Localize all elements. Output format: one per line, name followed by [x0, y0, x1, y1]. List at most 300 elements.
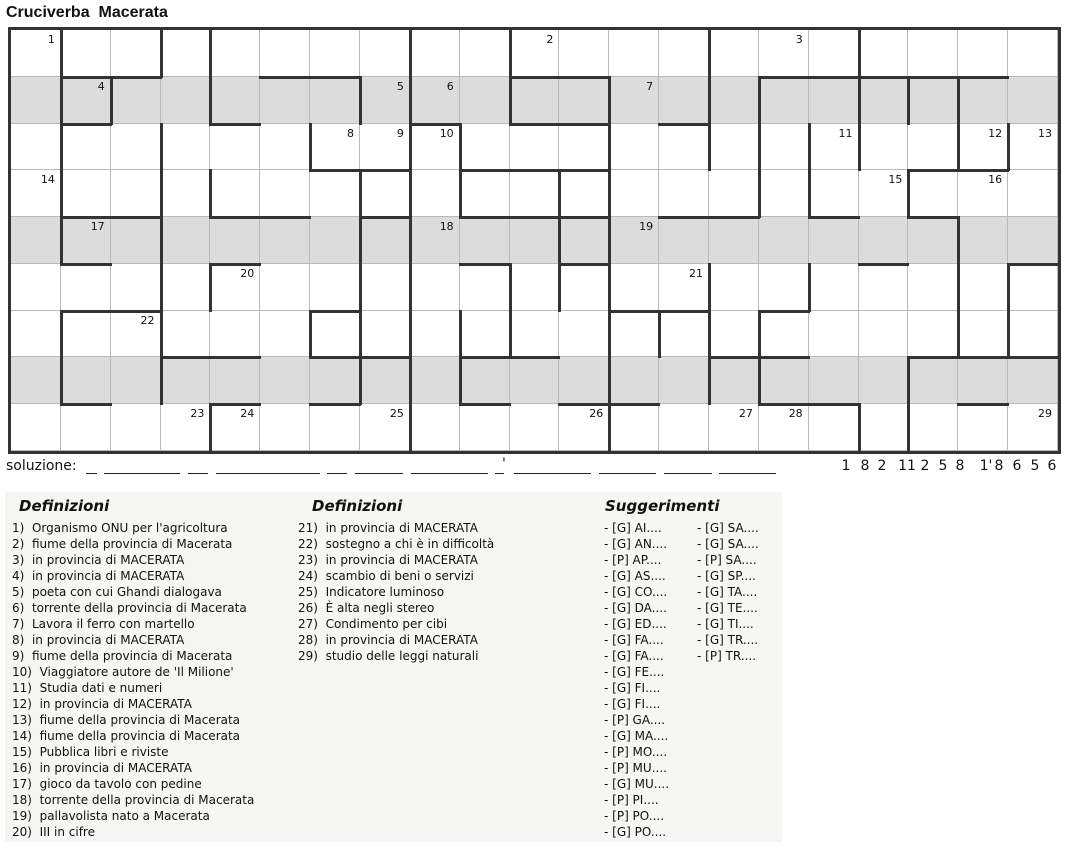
definitions-header-2: Definizioni: [312, 497, 403, 515]
grid-cell[interactable]: [410, 170, 460, 217]
grid-cell[interactable]: [111, 30, 161, 77]
word-divider: [658, 123, 710, 126]
grid-cell[interactable]: [958, 404, 1008, 451]
grid-cell[interactable]: [609, 124, 659, 171]
clue-number: 21: [688, 266, 703, 280]
grid-cell[interactable]: [460, 264, 510, 311]
word-divider: [459, 403, 511, 406]
grid-cell[interactable]: [11, 217, 61, 264]
grid-cell[interactable]: [709, 264, 759, 311]
grid-cell[interactable]: [958, 170, 1008, 217]
solution-blank[interactable]: [104, 473, 180, 474]
crossword-grid[interactable]: [8, 27, 1061, 454]
word-divider: [758, 403, 860, 406]
grid-cell[interactable]: [559, 217, 609, 264]
grid-cell[interactable]: [360, 264, 410, 311]
grid-cell[interactable]: [859, 124, 909, 171]
hint-item: - [G] CO....: [604, 585, 668, 599]
solution-blank[interactable]: [599, 473, 656, 474]
grid-cell[interactable]: [210, 217, 260, 264]
definition-item: 9) fiume della provincia di Macerata: [12, 649, 233, 663]
grid-cell[interactable]: [908, 311, 958, 358]
grid-cell[interactable]: [111, 77, 161, 124]
grid-cell[interactable]: [310, 357, 360, 404]
grid-cell[interactable]: [908, 170, 958, 217]
grid-cell[interactable]: [360, 170, 410, 217]
hints-header: Suggerimenti: [605, 497, 720, 515]
clue-number: 22: [140, 313, 155, 327]
definition-item: 15) Pubblica libri e riviste: [12, 745, 169, 759]
grid-cell[interactable]: [11, 404, 61, 451]
grid-cell[interactable]: [260, 124, 310, 171]
grid-cell[interactable]: [460, 217, 510, 264]
grid-cell[interactable]: [210, 357, 260, 404]
grid-cell[interactable]: [1008, 124, 1058, 171]
grid-cell[interactable]: [609, 264, 659, 311]
clue-number: 11: [838, 126, 853, 140]
grid-cell[interactable]: [908, 30, 958, 77]
grid-cell[interactable]: [809, 264, 859, 311]
solution-blank[interactable]: [411, 473, 488, 474]
grid-cell[interactable]: [460, 170, 510, 217]
grid-cell[interactable]: [111, 264, 161, 311]
grid-cell[interactable]: [709, 217, 759, 264]
clue-number: 4: [97, 79, 105, 93]
solution-blank[interactable]: [719, 473, 776, 474]
word-divider: [907, 356, 910, 452]
grid-cell[interactable]: [859, 357, 909, 404]
grid-cell[interactable]: [908, 77, 958, 124]
hint-item: - [P] PI....: [604, 793, 659, 807]
grid-cell[interactable]: [859, 264, 909, 311]
grid-cell[interactable]: [360, 77, 410, 124]
grid-cell[interactable]: [759, 77, 809, 124]
grid-cell[interactable]: [161, 311, 211, 358]
grid-cell[interactable]: [360, 357, 410, 404]
grid-cell[interactable]: [559, 404, 609, 451]
grid-cell[interactable]: [260, 357, 310, 404]
grid-cell[interactable]: [210, 404, 260, 451]
grid-cell[interactable]: [908, 124, 958, 171]
grid-cell[interactable]: [559, 357, 609, 404]
grid-cell[interactable]: [709, 357, 759, 404]
grid-cell[interactable]: [659, 264, 709, 311]
grid-cell[interactable]: [809, 311, 859, 358]
grid-cell[interactable]: [61, 30, 111, 77]
grid-cell[interactable]: [510, 217, 560, 264]
definition-item: 4) in provincia di MACERATA: [12, 569, 185, 583]
grid-cell[interactable]: [260, 311, 310, 358]
grid-cell[interactable]: [709, 311, 759, 358]
clue-number: 20: [240, 266, 255, 280]
solution-blank[interactable]: [86, 473, 97, 474]
grid-cell[interactable]: [11, 170, 61, 217]
grid-cell[interactable]: [111, 404, 161, 451]
definition-item: 10) Viaggiatore autore de 'Il Milione': [12, 665, 234, 679]
grid-cell[interactable]: [260, 170, 310, 217]
solution-key-digit: 8: [955, 458, 965, 474]
grid-cell[interactable]: [260, 217, 310, 264]
grid-cell[interactable]: [659, 311, 709, 358]
grid-cell[interactable]: [210, 311, 260, 358]
grid-cell[interactable]: [859, 404, 909, 451]
grid-cell[interactable]: [111, 217, 161, 264]
grid-cell[interactable]: [759, 124, 809, 171]
grid-cell[interactable]: [809, 77, 859, 124]
grid-cell[interactable]: [709, 30, 759, 77]
grid-cell[interactable]: [609, 170, 659, 217]
word-divider: [957, 403, 1009, 406]
grid-cell[interactable]: [709, 404, 759, 451]
hint-item: - [P] SA....: [697, 553, 757, 567]
clue-number: 2: [546, 33, 554, 46]
grid-cell[interactable]: [111, 311, 161, 358]
grid-cell[interactable]: [559, 30, 609, 77]
grid-cell[interactable]: [161, 170, 211, 217]
grid-cell[interactable]: [908, 404, 958, 451]
solution-key-digit: 5: [938, 458, 948, 474]
grid-cell[interactable]: [908, 217, 958, 264]
grid-cell[interactable]: [360, 217, 410, 264]
clue-number: 24: [240, 407, 255, 421]
definition-item: 13) fiume della provincia di Macerata: [12, 713, 241, 727]
word-divider: [509, 76, 611, 79]
word-divider: [359, 216, 411, 219]
grid-cell[interactable]: [161, 404, 211, 451]
grid-cell[interactable]: [111, 124, 161, 171]
grid-cell[interactable]: [410, 311, 460, 358]
hint-item: - [P] MU....: [604, 761, 667, 775]
word-divider: [60, 403, 112, 406]
word-divider: [758, 76, 1009, 79]
grid-cell[interactable]: [111, 357, 161, 404]
word-divider: [110, 76, 113, 125]
word-divider: [509, 263, 512, 359]
clue-number: 15: [888, 173, 903, 187]
grid-cell[interactable]: [759, 217, 809, 264]
definition-item: 8) in provincia di MACERATA: [12, 633, 185, 647]
grid-cell[interactable]: [61, 264, 111, 311]
grid-cell[interactable]: [659, 77, 709, 124]
grid-cell[interactable]: [709, 170, 759, 217]
solution-blank[interactable]: [495, 473, 504, 474]
grid-cell[interactable]: [310, 404, 360, 451]
grid-cell[interactable]: [1008, 30, 1058, 77]
grid-cell[interactable]: [859, 30, 909, 77]
word-divider: [1007, 123, 1010, 172]
word-divider: [309, 310, 361, 313]
grid-cell[interactable]: [61, 170, 111, 217]
grid-cell[interactable]: [161, 77, 211, 124]
grid-cell[interactable]: [759, 264, 809, 311]
word-divider: [459, 123, 462, 219]
grid-cell[interactable]: [510, 404, 560, 451]
grid-cell[interactable]: [460, 311, 510, 358]
definition-item: 14) fiume della provincia di Macerata: [12, 729, 241, 743]
grid-cell[interactable]: [161, 30, 211, 77]
grid-cell[interactable]: [809, 170, 859, 217]
grid-cell[interactable]: [161, 357, 211, 404]
clue-number: 3: [795, 33, 803, 46]
clue-number: 17: [90, 220, 105, 234]
hint-item: - [P] TR....: [697, 649, 757, 663]
grid-cell[interactable]: [410, 77, 460, 124]
grid-cell[interactable]: [310, 311, 360, 358]
grid-cell[interactable]: [11, 357, 61, 404]
grid-cell[interactable]: [908, 357, 958, 404]
grid-cell[interactable]: [460, 404, 510, 451]
grid-cell[interactable]: [460, 77, 510, 124]
word-divider: [209, 263, 212, 312]
hint-item: - [G] SP....: [697, 569, 756, 583]
grid-cell[interactable]: [559, 264, 609, 311]
grid-cell[interactable]: [659, 30, 709, 77]
word-divider: [209, 169, 212, 218]
grid-cell[interactable]: [11, 77, 61, 124]
grid-cell[interactable]: [759, 311, 809, 358]
hint-item: - [G] PO....: [604, 825, 667, 839]
definition-item: 21) in provincia di MACERATA: [298, 521, 478, 535]
word-divider: [858, 403, 861, 452]
definition-item: 12) in provincia di MACERATA: [12, 697, 192, 711]
grid-cell[interactable]: [1008, 264, 1058, 311]
clue-number: 28: [788, 407, 803, 421]
grid-cell[interactable]: [958, 124, 1008, 171]
grid-cell[interactable]: [958, 30, 1008, 77]
clue-number: 25: [389, 407, 404, 421]
grid-cell[interactable]: [260, 30, 310, 77]
grid-cell[interactable]: [709, 124, 759, 171]
word-divider: [708, 29, 711, 171]
grid-cell[interactable]: [260, 264, 310, 311]
word-divider: [209, 123, 261, 126]
grid-cell[interactable]: [310, 77, 360, 124]
grid-cell[interactable]: [210, 77, 260, 124]
word-divider: [858, 263, 910, 266]
grid-cell[interactable]: [859, 77, 909, 124]
grid-cell[interactable]: [11, 30, 61, 77]
definition-item: 28) in provincia di MACERATA: [298, 633, 478, 647]
grid-cell[interactable]: [609, 217, 659, 264]
grid-cell[interactable]: [958, 264, 1008, 311]
grid-cell[interactable]: [310, 217, 360, 264]
grid-cell[interactable]: [11, 311, 61, 358]
grid-cell[interactable]: [659, 217, 709, 264]
solution-blank[interactable]: [188, 473, 208, 474]
grid-cell[interactable]: [460, 124, 510, 171]
grid-cell[interactable]: [410, 217, 460, 264]
grid-cell[interactable]: [709, 77, 759, 124]
word-divider: [907, 216, 959, 219]
grid-cell[interactable]: [559, 77, 609, 124]
grid-cell[interactable]: [510, 124, 560, 171]
grid-cell[interactable]: [609, 404, 659, 451]
word-divider: [60, 123, 112, 126]
grid-cell[interactable]: [161, 124, 211, 171]
solution-blank[interactable]: [355, 473, 403, 474]
grid-cell[interactable]: [659, 124, 709, 171]
grid-cell[interactable]: [559, 311, 609, 358]
grid-cell[interactable]: [1008, 77, 1058, 124]
grid-cell[interactable]: [859, 311, 909, 358]
grid-cell[interactable]: [111, 170, 161, 217]
clue-number: 6: [446, 79, 454, 93]
word-divider: [808, 216, 860, 219]
grid-cell[interactable]: [809, 124, 859, 171]
grid-cell[interactable]: [61, 77, 111, 124]
grid-cell[interactable]: [360, 404, 410, 451]
solution-key-digit: 1: [841, 458, 851, 474]
definition-item: 7) Lavora il ferro con martello: [12, 617, 195, 631]
grid-cell[interactable]: [310, 124, 360, 171]
grid-cell[interactable]: [809, 404, 859, 451]
word-divider: [60, 310, 162, 313]
clue-number: 9: [396, 126, 404, 140]
word-divider: [858, 29, 861, 171]
word-divider: [758, 310, 761, 406]
grid-cell[interactable]: [510, 170, 560, 217]
word-divider: [509, 29, 512, 125]
grid-cell[interactable]: [510, 30, 560, 77]
grid-cell[interactable]: [61, 357, 111, 404]
grid-cell[interactable]: [609, 357, 659, 404]
grid-cell[interactable]: [559, 124, 609, 171]
hint-item: - [G] FI....: [604, 681, 661, 695]
grid-cell[interactable]: [1008, 311, 1058, 358]
grid-cell[interactable]: [759, 30, 809, 77]
grid-cell[interactable]: [310, 170, 360, 217]
grid-cell[interactable]: [161, 264, 211, 311]
solution-key-digit: 6: [1012, 458, 1022, 474]
puzzle-title: Cruciverba Macerata: [6, 4, 168, 21]
grid-cell[interactable]: [360, 30, 410, 77]
grid-cell[interactable]: [360, 311, 410, 358]
grid-cell[interactable]: [609, 30, 659, 77]
word-divider: [558, 263, 610, 266]
grid-cell[interactable]: [1008, 170, 1058, 217]
definition-item: 23) in provincia di MACERATA: [298, 553, 478, 567]
solution-blank[interactable]: [664, 473, 712, 474]
word-divider: [1007, 263, 1010, 359]
grid-cell[interactable]: [908, 264, 958, 311]
grid-cell[interactable]: [1008, 357, 1058, 404]
solution-blank[interactable]: [514, 473, 591, 474]
grid-cell[interactable]: [659, 170, 709, 217]
grid-cell[interactable]: [958, 217, 1008, 264]
grid-cell[interactable]: [460, 30, 510, 77]
grid-cell[interactable]: [859, 170, 909, 217]
clue-number: 27: [738, 407, 753, 421]
hint-item: - [G] AI....: [604, 521, 662, 535]
grid-cell[interactable]: [609, 311, 659, 358]
hint-item: - [G] TE....: [697, 601, 758, 615]
grid-cell[interactable]: [410, 357, 460, 404]
grid-cell[interactable]: [210, 30, 260, 77]
grid-cell[interactable]: [260, 77, 310, 124]
grid-cell[interactable]: [510, 77, 560, 124]
grid-cell[interactable]: [759, 404, 809, 451]
definition-item: 27) Condimento per cibi: [298, 617, 448, 631]
grid-cell[interactable]: [360, 124, 410, 171]
grid-cell[interactable]: [659, 404, 709, 451]
hint-item: - [G] AS....: [604, 569, 666, 583]
word-divider: [160, 123, 163, 406]
grid-cell[interactable]: [61, 124, 111, 171]
grid-cell[interactable]: [510, 311, 560, 358]
grid-cell[interactable]: [310, 264, 360, 311]
grid-cell[interactable]: [61, 404, 111, 451]
grid-cell[interactable]: [559, 170, 609, 217]
grid-cell[interactable]: [1008, 217, 1058, 264]
grid-cell[interactable]: [958, 357, 1008, 404]
grid-cell[interactable]: [759, 357, 809, 404]
grid-cell[interactable]: [11, 124, 61, 171]
grid-cell[interactable]: [859, 217, 909, 264]
grid-cell[interactable]: [809, 357, 859, 404]
word-divider: [558, 169, 561, 311]
solution-key-digit: 2: [877, 458, 887, 474]
clue-number: 18: [439, 220, 454, 234]
grid-cell[interactable]: [61, 311, 111, 358]
grid-cell[interactable]: [510, 264, 560, 311]
grid-cell[interactable]: [510, 357, 560, 404]
grid-cell[interactable]: [958, 311, 1008, 358]
grid-cell[interactable]: [210, 264, 260, 311]
solution-key-digit: 1': [979, 458, 993, 474]
grid-cell[interactable]: [460, 357, 510, 404]
grid-cell[interactable]: [958, 77, 1008, 124]
solution-blank[interactable]: [216, 473, 320, 474]
grid-cell[interactable]: [161, 217, 211, 264]
grid-cell[interactable]: [410, 264, 460, 311]
grid-cell[interactable]: [809, 30, 859, 77]
clue-number: 5: [396, 79, 404, 93]
grid-cell[interactable]: [210, 170, 260, 217]
grid-cell[interactable]: [1008, 404, 1058, 451]
word-divider: [509, 123, 611, 126]
solution-key-digit: 5: [1030, 458, 1040, 474]
word-divider: [60, 310, 63, 406]
grid-cell[interactable]: [61, 217, 111, 264]
definition-item: 18) torrente della provincia di Macerata: [12, 793, 255, 807]
definition-item: 5) poeta con cui Ghandi dialogava: [12, 585, 222, 599]
word-divider: [658, 310, 661, 359]
grid-cell[interactable]: [759, 170, 809, 217]
word-divider: [957, 76, 960, 172]
grid-cell[interactable]: [410, 30, 460, 77]
grid-cell[interactable]: [659, 357, 709, 404]
solution-key-digit: 8: [860, 458, 870, 474]
solution-blank[interactable]: [327, 473, 347, 474]
hint-item: - [G] FE....: [604, 665, 665, 679]
grid-cell[interactable]: [809, 217, 859, 264]
grid-cell[interactable]: [210, 124, 260, 171]
grid-cell[interactable]: [410, 124, 460, 171]
grid-cell[interactable]: [11, 264, 61, 311]
solution-label: soluzione:: [6, 458, 77, 474]
solution-apostrophe: ': [502, 456, 506, 472]
definition-item: 16) in provincia di MACERATA: [12, 761, 192, 775]
grid-cell[interactable]: [609, 77, 659, 124]
hint-item: - [G] TI....: [697, 617, 754, 631]
grid-cell[interactable]: [310, 30, 360, 77]
definition-item: 2) fiume della provincia di Macerata: [12, 537, 233, 551]
word-divider: [459, 169, 611, 172]
grid-cell[interactable]: [260, 404, 310, 451]
definition-item: 19) pallavolista nato a Macerata: [12, 809, 210, 823]
grid-cell[interactable]: [410, 404, 460, 451]
word-divider: [309, 123, 312, 172]
